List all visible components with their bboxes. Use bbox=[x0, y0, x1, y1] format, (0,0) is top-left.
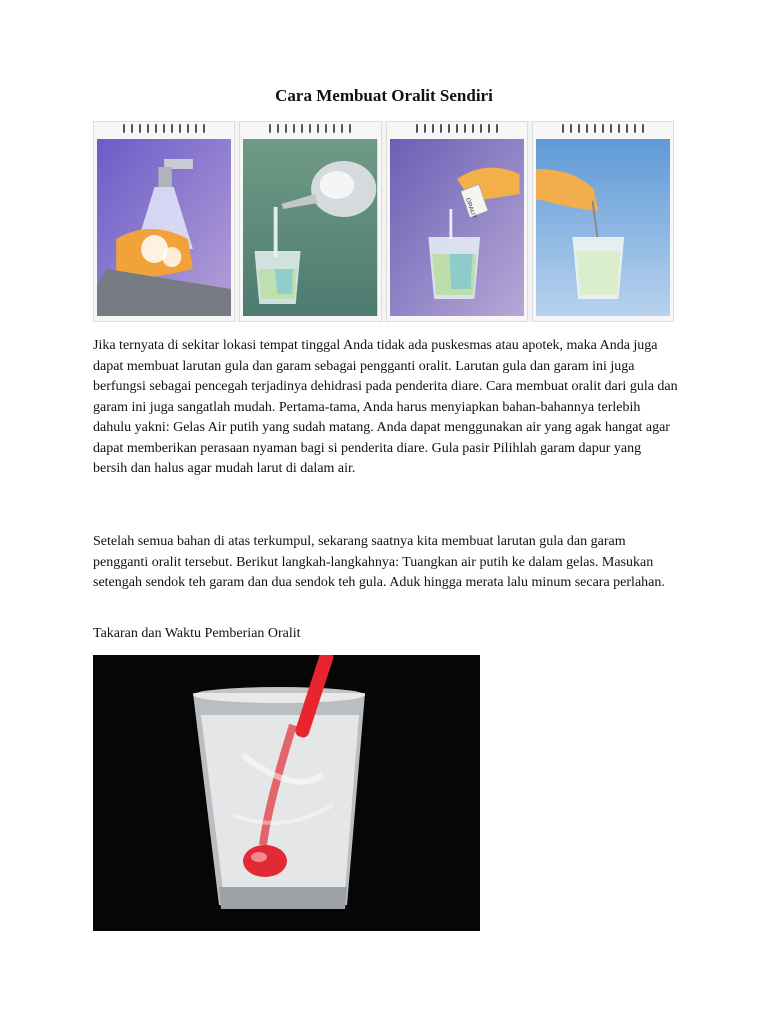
binder-rings bbox=[533, 122, 673, 140]
paragraph-dosage-heading: Takaran dan Waktu Pemberian Oralit bbox=[93, 626, 301, 641]
binder-rings bbox=[240, 122, 380, 140]
illustration-pour-packet bbox=[386, 121, 528, 322]
binder-rings bbox=[94, 122, 234, 140]
glass-photo bbox=[93, 655, 480, 931]
illustration-wash-hands bbox=[93, 121, 235, 322]
illustration-stir bbox=[532, 121, 674, 322]
pour-packet-image bbox=[390, 139, 524, 316]
wash-hands-image bbox=[97, 139, 231, 316]
illustration-pour-water bbox=[239, 121, 381, 322]
paragraph-intro: Jika ternyata di sekitar lokasi tempat tinggal Anda tidak ada puskesmas atau apotek, maka Anda juga dapat membuat larutan gula dan garam sebagai pengganti oralit. Larutan gula dan garam ini juga berfungsi sebagai pencegah terjadinya dehidrasi pada penderita diare. Cara membuat oralit dari gula dan garam ini juga sangatlah mudah. Pertama-tama, Anda harus menyiapkan bahan-bahannya terlebih dahulu yakni: Gelas Air putih yang sudah matang. Anda dapat menggunakan air yang agak hangat agar dapat memberikan perasaan nyaman bagi si penderita diare. Gula pasir Pilihlah garam dapur yang bersih dan halus agar mudah larut di dalam air. bbox=[93, 338, 678, 476]
pour-water-image bbox=[243, 139, 377, 316]
packet-label: ORALIT bbox=[463, 197, 477, 220]
paragraph-steps: Setelah semua bahan di atas terkumpul, sekarang saatnya kita membuat larutan gula dan garam pengganti oralit tersebut. Berikut langkah-langkahnya: Tuangkan air putih ke dalam gelas. Masukan setengah sendok teh garam dan dua sendok teh gula. Aduk hingga merata lalu minum secara perlahan. bbox=[93, 534, 665, 590]
document-title: Cara Membuat Oralit Sendiri bbox=[275, 86, 493, 105]
illustration-strip bbox=[93, 121, 674, 322]
photo-glass-with-spoon bbox=[93, 655, 480, 931]
binder-rings bbox=[387, 122, 527, 140]
stir-image bbox=[536, 139, 670, 316]
